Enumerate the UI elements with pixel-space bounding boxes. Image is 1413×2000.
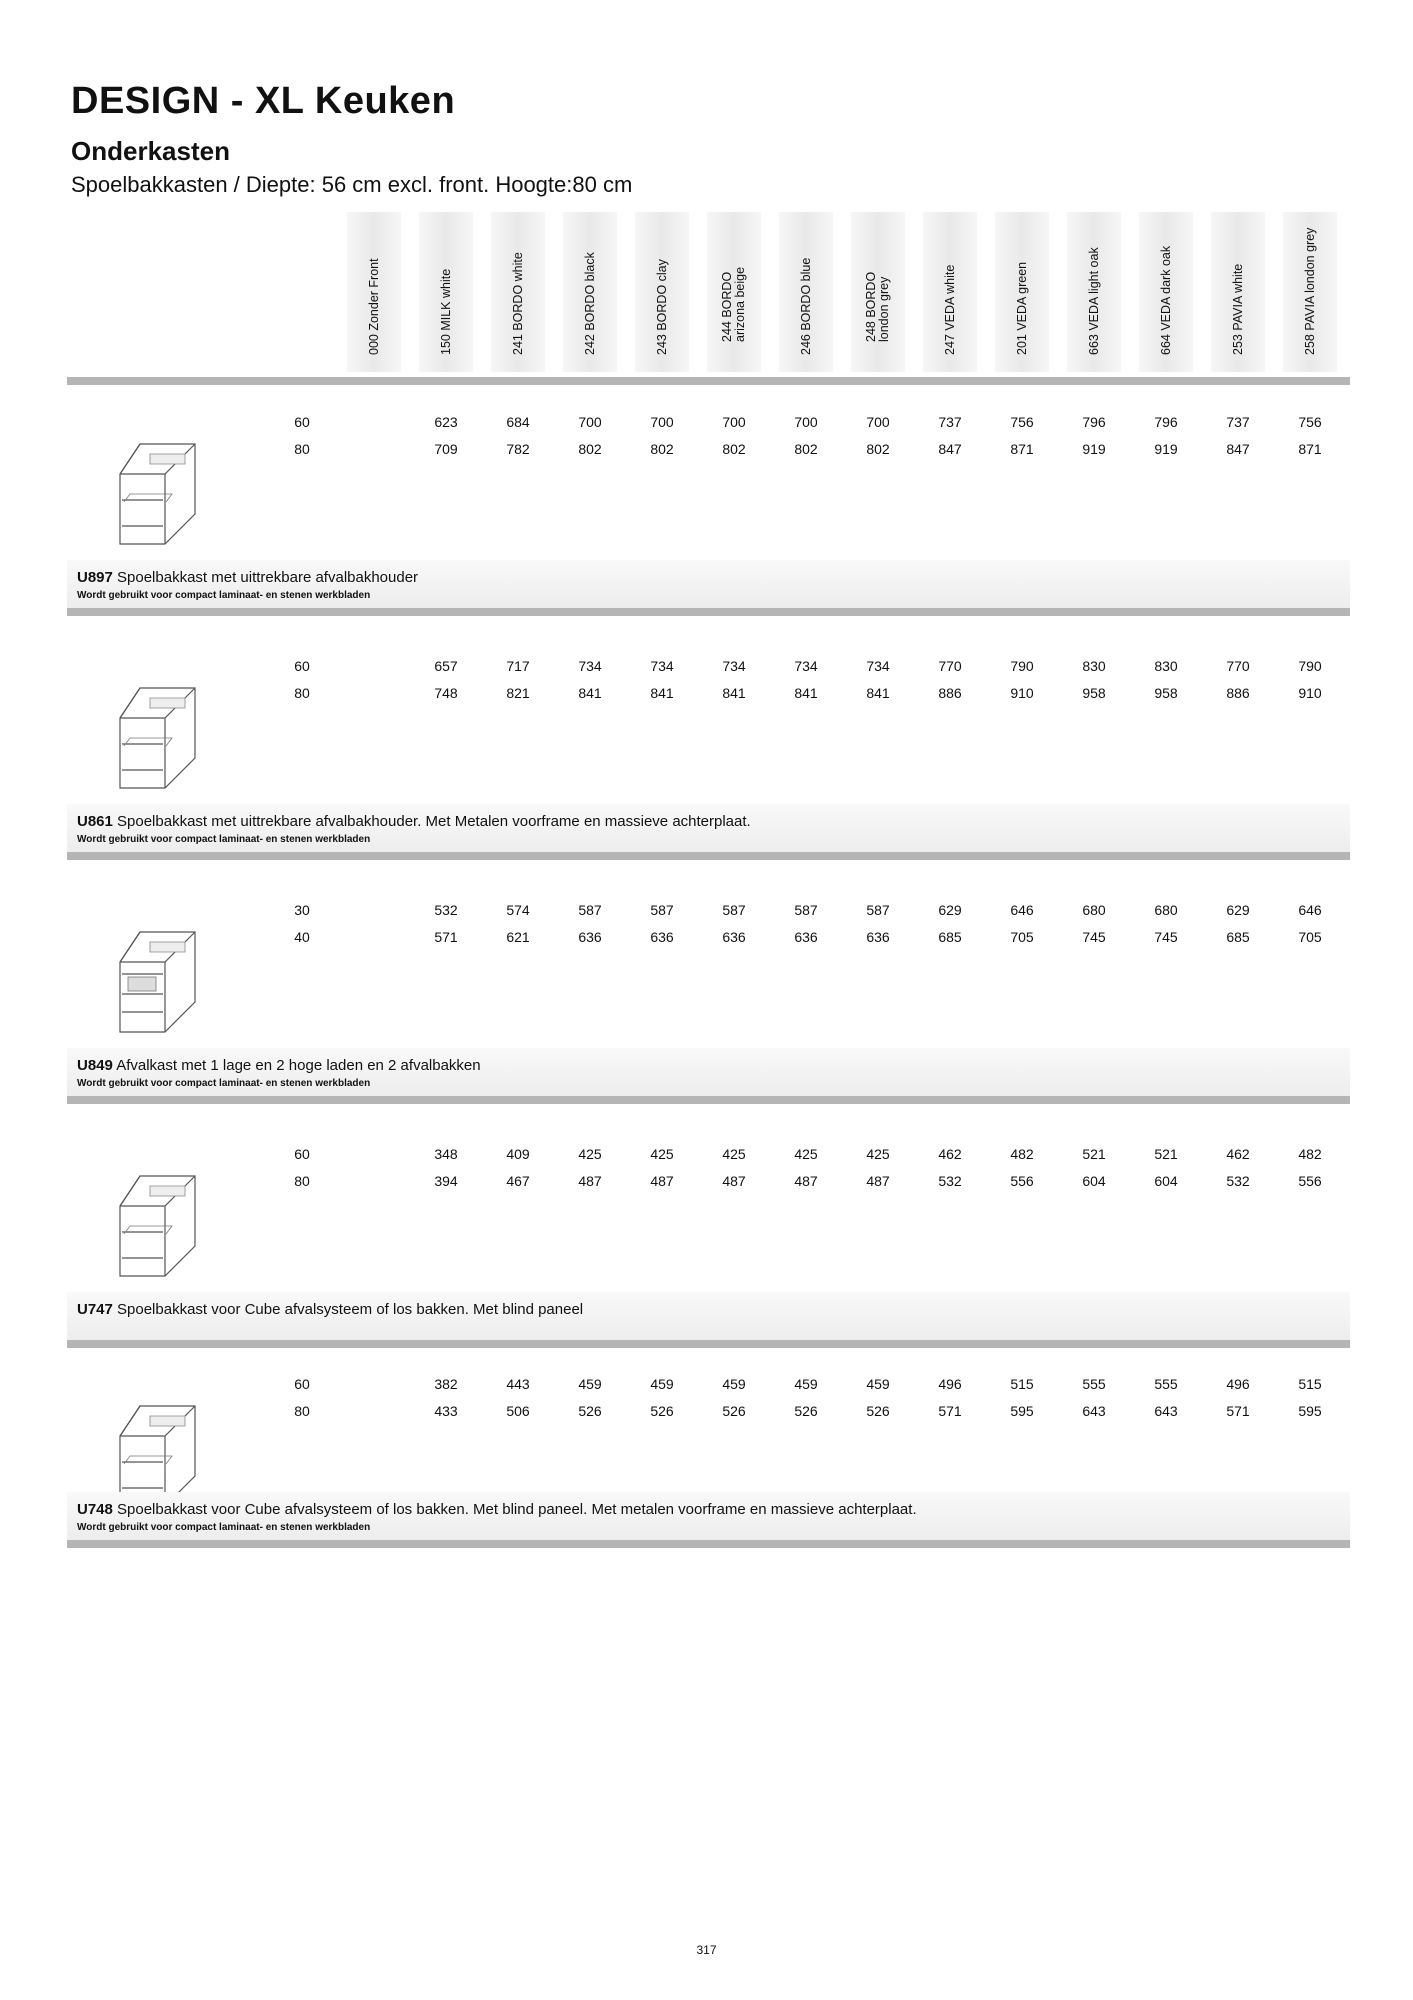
price-cell: 910 — [1010, 685, 1034, 701]
price-cell: 521 — [1082, 1146, 1106, 1162]
price-cell: 425 — [650, 1146, 674, 1162]
price-cell: 587 — [722, 902, 746, 918]
product-title — [77, 1057, 481, 1074]
price-cell: 871 — [1010, 441, 1034, 457]
price-cell: 462 — [1226, 1146, 1250, 1162]
product-title — [77, 1501, 917, 1518]
price-row — [0, 414, 1413, 434]
price-row — [0, 1146, 1413, 1166]
product-note: Wordt gebruikt voor compact laminaat- en stenen werkbladen — [77, 834, 371, 845]
product-section — [0, 384, 1413, 624]
width-value: 80 — [294, 685, 310, 701]
price-cell: 919 — [1154, 441, 1178, 457]
width-value: 60 — [294, 1146, 310, 1162]
column-header — [1067, 212, 1121, 372]
column-header-label: 258 PAVIA london grey — [1302, 227, 1317, 355]
column-header — [707, 212, 761, 372]
section-divider — [67, 608, 1350, 616]
column-header-label: 247 VEDA white — [942, 264, 957, 355]
price-cell: 700 — [578, 414, 602, 430]
price-cell: 841 — [578, 685, 602, 701]
price-cell: 394 — [434, 1173, 458, 1189]
price-cell: 745 — [1082, 929, 1106, 945]
price-cell: 643 — [1082, 1403, 1106, 1419]
price-cell: 796 — [1154, 414, 1178, 430]
price-cell: 409 — [506, 1146, 530, 1162]
price-cell: 587 — [866, 902, 890, 918]
price-cell: 532 — [434, 902, 458, 918]
price-cell: 459 — [722, 1376, 746, 1392]
column-header-label: 150 MILK white — [438, 268, 453, 355]
price-cell: 802 — [578, 441, 602, 457]
column-header — [1283, 212, 1337, 372]
price-cell: 886 — [938, 685, 962, 701]
product-name: Spoelbakkast met uittrekbare afvalbakhouder — [112, 569, 419, 586]
price-cell: 871 — [1298, 441, 1322, 457]
price-cell: 496 — [938, 1376, 962, 1392]
price-cell: 496 — [1226, 1376, 1250, 1392]
price-cell: 521 — [1154, 1146, 1178, 1162]
price-cell: 571 — [938, 1403, 962, 1419]
column-header — [1139, 212, 1193, 372]
column-header-label: 000 Zonder Front — [366, 258, 381, 355]
price-cell: 756 — [1010, 414, 1034, 430]
price-cell: 737 — [1226, 414, 1250, 430]
product-section — [0, 1116, 1413, 1356]
price-cell: 487 — [650, 1173, 674, 1189]
price-cell: 802 — [722, 441, 746, 457]
price-cell: 487 — [794, 1173, 818, 1189]
column-header — [563, 212, 617, 372]
column-header-label: 242 BORDO black — [582, 252, 597, 355]
width-value: 60 — [294, 658, 310, 674]
width-value: 40 — [294, 929, 310, 945]
price-cell: 555 — [1082, 1376, 1106, 1392]
column-header — [1211, 212, 1265, 372]
price-cell: 680 — [1154, 902, 1178, 918]
product-code: U897 — [77, 569, 113, 586]
price-cell: 802 — [650, 441, 674, 457]
price-cell: 425 — [794, 1146, 818, 1162]
price-cell: 919 — [1082, 441, 1106, 457]
page-description: Spoelbakkasten / Diepte: 56 cm excl. front. Hoogte:80 cm — [71, 172, 633, 197]
price-cell: 700 — [722, 414, 746, 430]
price-cell: 685 — [938, 929, 962, 945]
price-cell: 790 — [1298, 658, 1322, 674]
price-cell: 636 — [866, 929, 890, 945]
product-caption — [67, 560, 1350, 608]
column-header-label: 663 VEDA light oak — [1086, 247, 1101, 355]
price-cell: 348 — [434, 1146, 458, 1162]
width-value: 80 — [294, 1173, 310, 1189]
price-cell: 515 — [1298, 1376, 1322, 1392]
column-header — [923, 212, 977, 372]
column-header-label: 246 BORDO blue — [798, 257, 813, 355]
price-cell: 621 — [506, 929, 530, 945]
product-code: U747 — [77, 1301, 113, 1318]
section-divider — [67, 1540, 1350, 1548]
price-cell: 636 — [794, 929, 818, 945]
price-cell: 506 — [506, 1403, 530, 1419]
column-header — [347, 212, 401, 372]
product-code: U861 — [77, 813, 113, 830]
price-row — [0, 685, 1413, 705]
price-cell: 700 — [650, 414, 674, 430]
price-cell: 636 — [722, 929, 746, 945]
price-cell: 433 — [434, 1403, 458, 1419]
price-cell: 734 — [794, 658, 818, 674]
price-cell: 604 — [1154, 1173, 1178, 1189]
price-cell: 462 — [938, 1146, 962, 1162]
price-cell: 587 — [650, 902, 674, 918]
price-cell: 802 — [794, 441, 818, 457]
price-cell: 443 — [506, 1376, 530, 1392]
column-header — [491, 212, 545, 372]
price-cell: 709 — [434, 441, 458, 457]
price-row — [0, 1376, 1413, 1396]
price-cell: 657 — [434, 658, 458, 674]
price-cell: 782 — [506, 441, 530, 457]
product-section — [0, 628, 1413, 868]
price-cell: 841 — [650, 685, 674, 701]
price-cell: 737 — [938, 414, 962, 430]
column-header — [851, 212, 905, 372]
price-row — [0, 658, 1413, 678]
section-divider — [67, 852, 1350, 860]
price-cell: 487 — [578, 1173, 602, 1189]
column-header-label: 243 BORDO clay — [654, 259, 669, 355]
price-cell: 680 — [1082, 902, 1106, 918]
price-cell: 636 — [578, 929, 602, 945]
price-cell: 684 — [506, 414, 530, 430]
price-cell: 841 — [866, 685, 890, 701]
price-cell: 526 — [650, 1403, 674, 1419]
price-cell: 482 — [1298, 1146, 1322, 1162]
price-cell: 425 — [722, 1146, 746, 1162]
section-divider — [67, 1096, 1350, 1104]
price-cell: 515 — [1010, 1376, 1034, 1392]
product-caption — [67, 1492, 1350, 1540]
price-row — [0, 441, 1413, 461]
price-cell: 830 — [1082, 658, 1106, 674]
price-cell: 958 — [1154, 685, 1178, 701]
price-cell: 467 — [506, 1173, 530, 1189]
width-value: 80 — [294, 1403, 310, 1419]
price-cell: 821 — [506, 685, 530, 701]
column-header-label: 664 VEDA dark oak — [1158, 245, 1173, 355]
price-cell: 700 — [866, 414, 890, 430]
price-cell: 756 — [1298, 414, 1322, 430]
price-cell: 629 — [938, 902, 962, 918]
column-header-label: 253 PAVIA white — [1230, 263, 1245, 355]
product-name: Afvalkast met 1 lage en 2 hoge laden en 2 afvalbakken — [112, 1057, 481, 1074]
price-cell: 623 — [434, 414, 458, 430]
column-header-label: 241 BORDO white — [510, 252, 525, 355]
price-cell: 802 — [866, 441, 890, 457]
page-number: 317 — [696, 1943, 717, 1957]
price-cell: 595 — [1010, 1403, 1034, 1419]
price-cell: 526 — [794, 1403, 818, 1419]
price-cell: 532 — [1226, 1173, 1250, 1189]
column-header-label: 244 BORDO arizona beige — [720, 266, 747, 342]
price-cell: 459 — [650, 1376, 674, 1392]
price-cell: 717 — [506, 658, 530, 674]
price-cell: 886 — [1226, 685, 1250, 701]
price-row — [0, 1403, 1413, 1423]
price-cell: 487 — [866, 1173, 890, 1189]
column-header — [419, 212, 473, 372]
price-cell: 482 — [1010, 1146, 1034, 1162]
column-header — [635, 212, 689, 372]
price-cell: 629 — [1226, 902, 1250, 918]
product-name: Spoelbakkast voor Cube afvalsysteem of los bakken. Met blind paneel. Met metalen voorframe en massieve achterplaat. — [112, 1501, 917, 1518]
price-cell: 841 — [794, 685, 818, 701]
product-code: U748 — [77, 1501, 113, 1518]
price-cell: 790 — [1010, 658, 1034, 674]
price-cell: 555 — [1154, 1376, 1178, 1392]
price-cell: 526 — [578, 1403, 602, 1419]
price-row — [0, 1173, 1413, 1193]
product-title — [77, 1301, 583, 1318]
price-cell: 487 — [722, 1173, 746, 1189]
price-cell: 847 — [1226, 441, 1250, 457]
price-cell: 571 — [434, 929, 458, 945]
product-title — [77, 813, 751, 830]
column-header — [779, 212, 833, 372]
product-note: Wordt gebruikt voor compact laminaat- en stenen werkbladen — [77, 1078, 371, 1089]
price-cell: 587 — [578, 902, 602, 918]
width-value: 60 — [294, 414, 310, 430]
price-cell: 705 — [1298, 929, 1322, 945]
product-note: Wordt gebruikt voor compact laminaat- en stenen werkbladen — [77, 1522, 371, 1533]
price-cell: 770 — [938, 658, 962, 674]
product-caption — [67, 1048, 1350, 1096]
product-name: Spoelbakkast voor Cube afvalsysteem of los bakken. Met blind paneel — [112, 1301, 584, 1318]
price-cell: 745 — [1154, 929, 1178, 945]
price-cell: 556 — [1010, 1173, 1034, 1189]
price-cell: 734 — [578, 658, 602, 674]
price-cell: 700 — [794, 414, 818, 430]
product-section — [0, 1346, 1413, 1586]
price-row — [0, 902, 1413, 922]
product-code: U849 — [77, 1057, 113, 1074]
price-cell: 685 — [1226, 929, 1250, 945]
width-value: 30 — [294, 902, 310, 918]
product-title — [77, 569, 418, 586]
product-caption — [67, 1292, 1350, 1340]
column-header — [995, 212, 1049, 372]
price-cell: 796 — [1082, 414, 1106, 430]
price-cell: 526 — [866, 1403, 890, 1419]
width-value: 60 — [294, 1376, 310, 1392]
price-row — [0, 929, 1413, 949]
product-section — [0, 872, 1413, 1112]
price-cell: 636 — [650, 929, 674, 945]
price-cell: 556 — [1298, 1173, 1322, 1189]
price-cell: 841 — [722, 685, 746, 701]
price-cell: 587 — [794, 902, 818, 918]
price-cell: 847 — [938, 441, 962, 457]
price-cell: 595 — [1298, 1403, 1322, 1419]
page-subtitle: Onderkasten — [71, 136, 230, 166]
product-name: Spoelbakkast met uittrekbare afvalbakhouder. Met Metalen voorframe en massieve achterplaat. — [112, 813, 751, 830]
price-cell: 770 — [1226, 658, 1250, 674]
price-cell: 748 — [434, 685, 458, 701]
price-cell: 571 — [1226, 1403, 1250, 1419]
price-cell: 643 — [1154, 1403, 1178, 1419]
price-cell: 459 — [866, 1376, 890, 1392]
price-cell: 646 — [1010, 902, 1034, 918]
price-cell: 830 — [1154, 658, 1178, 674]
page-title: DESIGN - XL Keuken — [71, 80, 456, 122]
price-cell: 705 — [1010, 929, 1034, 945]
product-caption — [67, 804, 1350, 852]
price-cell: 425 — [578, 1146, 602, 1162]
price-cell: 734 — [722, 658, 746, 674]
price-cell: 910 — [1298, 685, 1322, 701]
column-header-label: 201 VEDA green — [1014, 261, 1029, 355]
price-cell: 425 — [866, 1146, 890, 1162]
price-cell: 734 — [650, 658, 674, 674]
price-cell: 958 — [1082, 685, 1106, 701]
width-value: 80 — [294, 441, 310, 457]
column-header-label: 248 BORDO london grey — [864, 271, 891, 342]
price-cell: 459 — [794, 1376, 818, 1392]
price-cell: 646 — [1298, 902, 1322, 918]
price-cell: 526 — [722, 1403, 746, 1419]
price-cell: 574 — [506, 902, 530, 918]
price-cell: 604 — [1082, 1173, 1106, 1189]
price-cell: 734 — [866, 658, 890, 674]
price-cell: 459 — [578, 1376, 602, 1392]
product-note: Wordt gebruikt voor compact laminaat- en stenen werkbladen — [77, 590, 371, 601]
price-cell: 382 — [434, 1376, 458, 1392]
price-cell: 532 — [938, 1173, 962, 1189]
